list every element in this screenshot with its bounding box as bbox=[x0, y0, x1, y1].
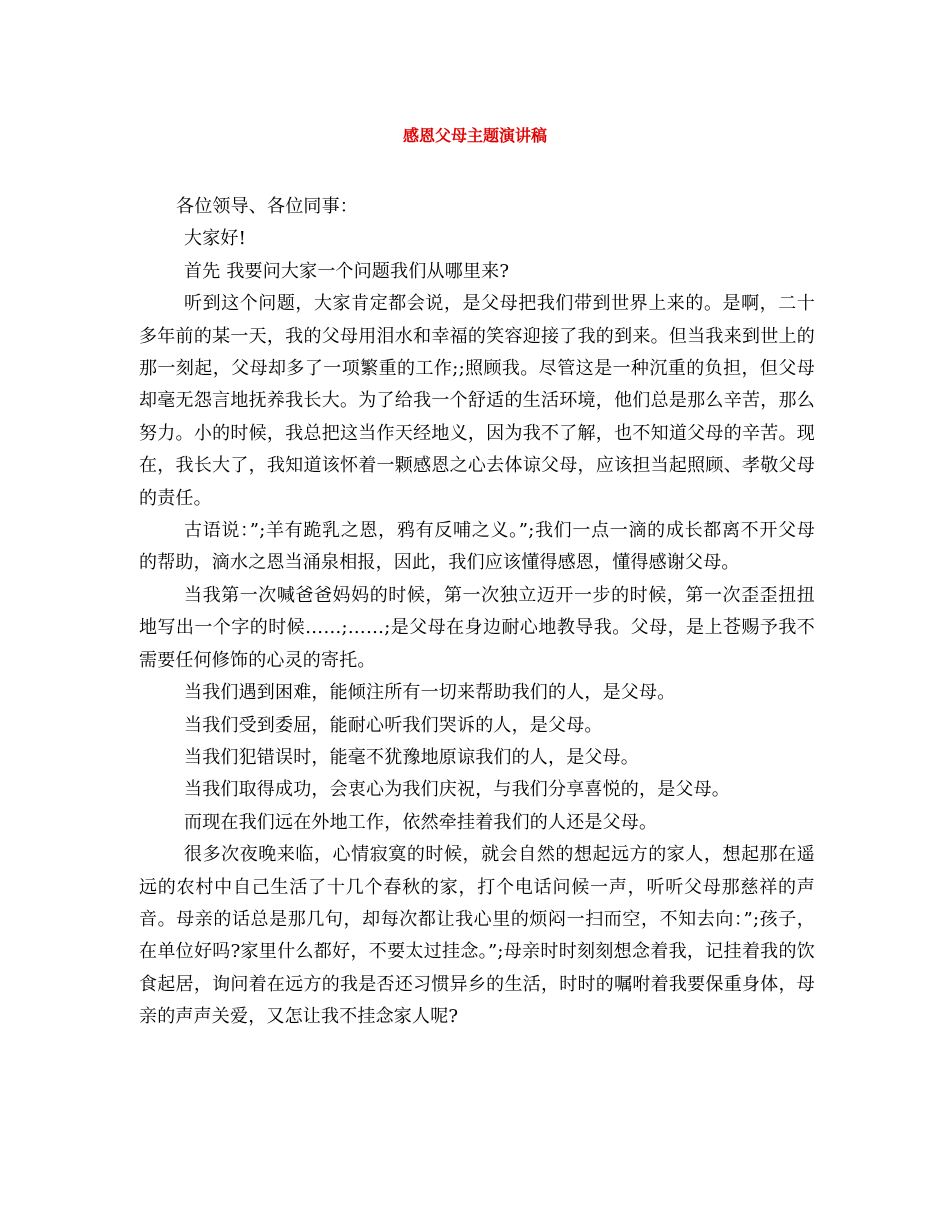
paragraph-question: 首先 我要问大家一个问题我们从哪里来? bbox=[184, 260, 510, 282]
paragraph-difficulty: 当我们遇到困难，能倾注所有一切来帮助我们的人，是父母。 bbox=[184, 682, 676, 704]
document-body bbox=[139, 191, 815, 1034]
paragraph-mistake: 当我们犯错误时，能毫不犹豫地原谅我们的人，是父母。 bbox=[184, 746, 639, 768]
salutation: 各位领导、各位同事： bbox=[176, 196, 358, 217]
greeting: 大家好! bbox=[184, 228, 247, 250]
paragraph-far-away: 而现在我们远在外地工作，依然牵挂着我们的人还是父母。 bbox=[184, 811, 658, 833]
paragraph-parents-raise: 听到这个问题，大家肯定都会说，是父母把我们带到世界上来的。是啊，二十多年前的某一天，我的父母用泪水和幸福的笑容迎接了我的到来。但当我来到世上的那一刻起，父母却多了一项繁重的工作;;照顾我。尽管这是一种沉重的负担，但父母却毫无怨言地抚养我长大。为了给我一个舒适的生活环境，他们总是那么辛苦，那么努力。小的时候，我总把这当作天经地义，因为我不了解，也不知道父母的辛苦。现在，我长大了，我知道该怀着一颗感恩之心去体谅父母，应该担当起照顾、孝敬父母的责任。 bbox=[139, 293, 815, 509]
paragraph-first-time: 当我第一次喊爸爸妈妈的时候，第一次独立迈开一步的时候，第一次歪歪扭扭地写出一个字的时候……;……;是父母在身边耐心地教导我。父母，是上苍赐予我不需要任何修饰的心灵的寄托。 bbox=[139, 584, 815, 671]
document-title: 感恩父母主题演讲稿 bbox=[402, 126, 547, 145]
paragraph-night: 很多次夜晚来临，心情寂寞的时候，就会自然的想起远方的家人，想起那在遥远的农村中自己生活了十几个春秋的家，打个电话问候一声，听听父母那慈祥的声音。母亲的话总是那几句，却每次都让我心里的烦闷一扫而空，不知去向：”;孩子，在单位好吗?家里什么都好，不要太过挂念。”;母亲时时刻刻想念着我，记挂着我的饮食起居，询问着在远方的我是否还习惯异乡的生活，时时的嘱咐着我要保重身体，母亲的声声关爱，又怎让我不挂念家人呢? bbox=[139, 844, 815, 1028]
paragraph-proverb: 古语说：”;羊有跪乳之恩，鸦有反哺之义。”;我们一点一滴的成长都离不开父母的帮助，滴水之恩当涌泉相报，因此，我们应该懂得感恩，懂得感谢父母。 bbox=[139, 520, 815, 574]
paragraph-success: 当我们取得成功，会衷心为我们庆祝，与我们分享喜悦的，是父母。 bbox=[184, 779, 730, 801]
paragraph-grievance: 当我们受到委屈，能耐心听我们哭诉的人，是父母。 bbox=[184, 714, 603, 736]
